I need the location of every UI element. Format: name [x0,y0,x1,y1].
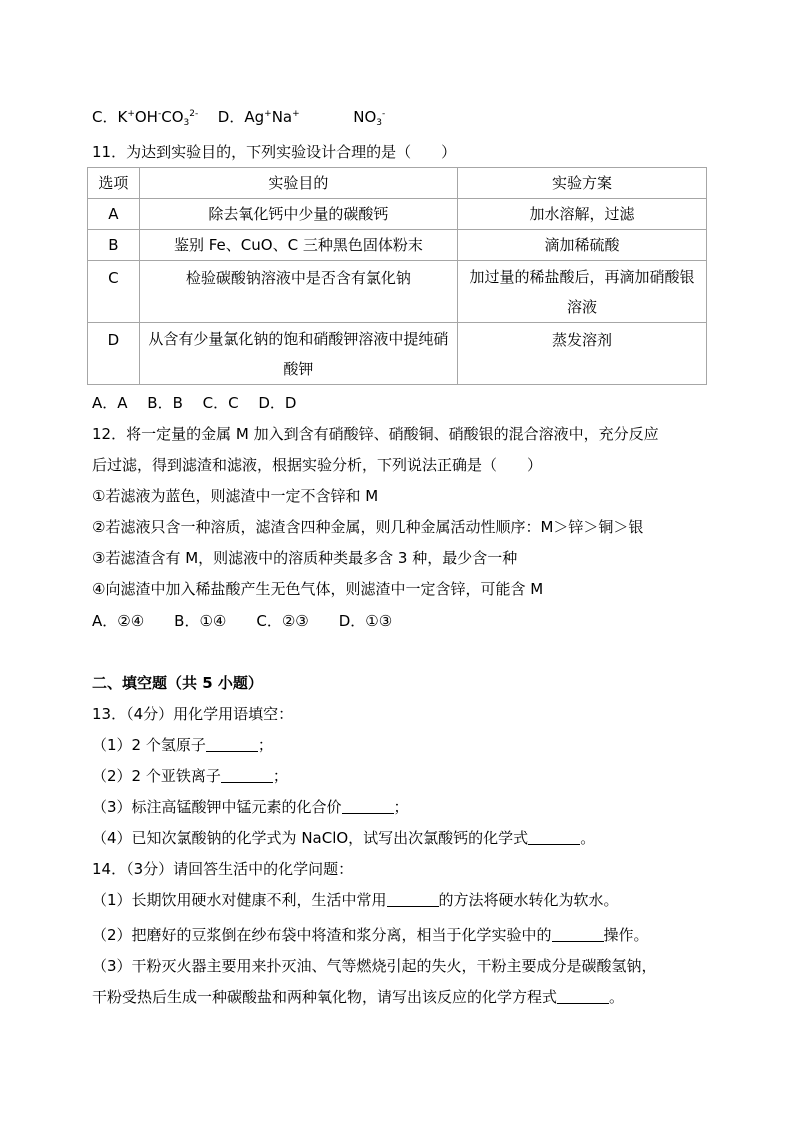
section-title: 二、填空题（共 5 小题） [92,674,263,692]
table-row: B 鉴别 Fe、CuO、C 三种黑色固体粉末 滴加稀硫酸 [88,230,707,261]
q12-statement-2: ②若滤液只含一种溶质，滤渣含四种金属，则几种金属活动性顺序：M＞锌＞铜＞银 [92,518,644,536]
q12-answers: A．②④ B．①④ C．②③ D．①③ [92,612,393,630]
q11-answers: A．A B．B C．C D．D [92,394,297,412]
header-option: 选项 [88,168,140,199]
answer-blank [557,989,609,1004]
header-goal: 实验目的 [139,168,457,199]
answer-blank [528,830,580,845]
q12-statement-4: ④向滤渣中加入稀盐酸产生无色气体，则滤渣中一定含锌，可能含 M [92,580,544,598]
answer-blank [387,892,439,907]
answer-blank [342,799,394,814]
q13-part-4: （4）已知次氯酸钠的化学式为 NaClO，试写出次氯酸钙的化学式 。 [92,829,596,847]
answer-blank [552,927,604,942]
q14-part-3-line1: （3）干粉灭火器主要用来扑灭油、气等燃烧引起的失火，干粉主要成分是碳酸氢钠， [92,957,657,975]
q14-part-2: （2）把磨好的豆浆倒在纱布袋中将渣和浆分离，相当于化学实验中的 操作。 [92,926,649,944]
q14-part-3-line2: 干粉受热后生成一种碳酸盐和两种氧化物，请写出该反应的化学方程式 。 [92,988,625,1006]
answer-blank [206,737,258,752]
q12-stem-line1: 12．将一定量的金属 M 加入到含有硝酸锌、硝酸铜、硝酸银的混合溶液中，充分反应 [92,425,659,443]
table-row: C 检验碳酸钠溶液中是否含有氯化钠 加过量的稀盐酸后，再滴加硝酸银溶液 [88,261,707,323]
q12-stem-line2: 后过滤，得到滤渣和滤液，根据实验分析，下列说法正确是（ ） [92,456,543,474]
q13-part-2: （2）2 个亚铁离子 ； [92,767,288,785]
q12-statement-3: ③若滤渣含有 M，则滤液中的溶质种类最多含 3 种，最少含一种 [92,549,518,567]
q11-stem: 11．为达到实验目的，下列实验设计合理的是（ ） [92,143,457,161]
option-c-label: C． [92,108,118,126]
q13-part-3: （3）标注高锰酸钾中锰元素的化合价 ； [92,798,409,816]
header-plan: 实验方案 [458,168,707,199]
q12-statement-1: ①若滤液为蓝色，则滤渣中一定不含锌和 M [92,487,379,505]
table-row: D 从含有少量氯化钠的饱和硝酸钾溶液中提纯硝酸钾 蒸发溶剂 [88,323,707,385]
answer-blank [221,768,273,783]
q11-table [87,167,707,385]
table-header-row [88,168,707,199]
q13-stem: 13．（4分）用化学用语填空： [92,705,294,723]
table-row: A 除去氧化钙中少量的碳酸钙 加水溶解，过滤 [88,199,707,230]
q10-options: C．$K^+OH^-CO_3^{2-}$ D．Ag+Na+ $NO_3^-$ [92,108,386,128]
q14-stem: 14．（3分）请回答生活中的化学问题： [92,860,354,878]
option-d-label: D． [217,108,245,126]
q13-part-1: （1）2 个氢原子 ； [92,736,273,754]
q14-part-1: （1）长期饮用硬水对健康不利，生活中常用 的方法将硬水转化为软水。 [92,891,619,909]
